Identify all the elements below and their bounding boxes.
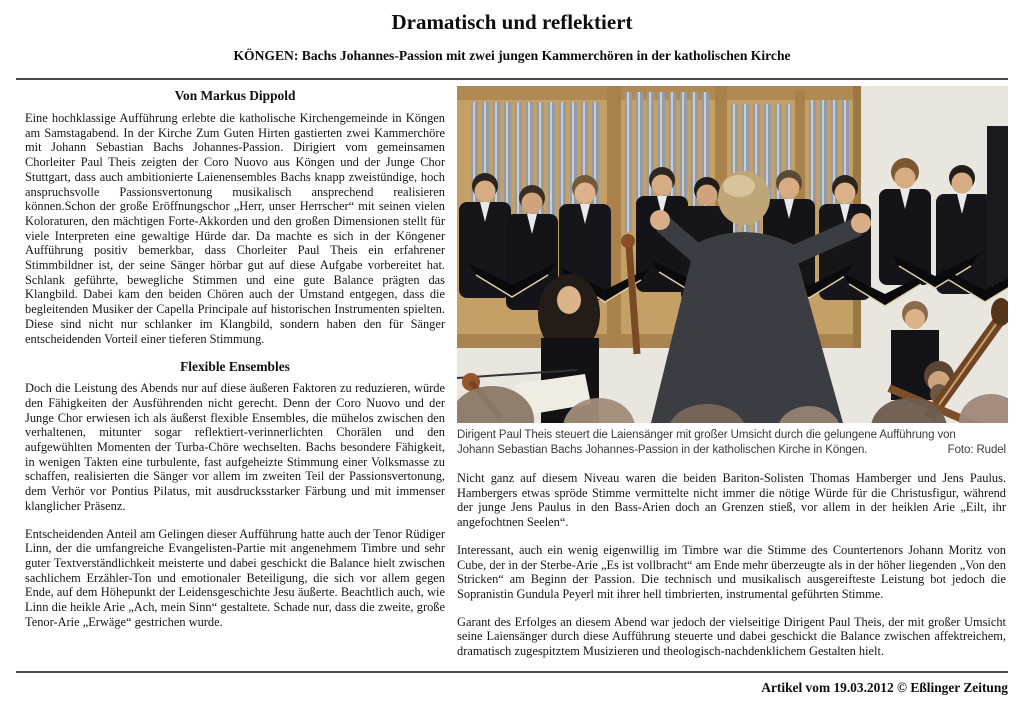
left-column — [25, 80, 445, 659]
paragraph-2: Doch die Leistung des Abends nur auf diese äußeren Faktoren zu reduzieren, würde den Fähigkeiten der Ausführenden nicht gerecht. Denn der Coro Nuovo und der Junge Chor erwiesen ich als äußerst flexible Ensembles, die mühelos zwischen den verhaltenen, mitunter sogar reflektiert-verinnerlichten Chorälen und den aufgewühlten Momenten der Turba-Chöre wechselten. Bachs besondere Fähigkeit, in wenigen Takten eine turbulente, fast aufgeheizte Stimmung einer Volksmasse zu schaffen, realisierten die Sänger vor allem im zweiten Teil der Passionsvertonung, dem Verhör vor Pontius Pilatus, mit ausdrucksstarker Färbung und mit immenser klanglicher Präsenz. — [25, 381, 445, 513]
photo-caption-line2: Johann Sebastian Bachs Johannes-Passion in der katholischen Kirche in Köngen. — [457, 444, 868, 456]
bottom-rule — [16, 671, 1008, 673]
article-photo-figure — [457, 86, 1006, 458]
photo-credit: Foto: Rudel — [947, 444, 1006, 456]
article-title: Dramatisch und reflektiert — [391, 10, 633, 34]
photo-caption-line1: Dirigent Paul Theis steuert die Laiensänger mit großer Umsicht durch die gelungene Aufführung von — [457, 429, 956, 441]
article-photo — [457, 86, 1008, 423]
article-subtitle: KÖNGEN: Bachs Johannes-Passion mit zwei jungen Kammerchören in der katholischen Kirche — [233, 48, 791, 63]
article-columns — [0, 80, 1024, 659]
photo-caption-line2-row — [457, 443, 1006, 458]
byline: Von Markus Dippold — [174, 88, 296, 103]
section-heading: Flexible Ensembles — [180, 359, 290, 375]
footer-credit: Artikel vom 19.03.2012 © Eßlinger Zeitung — [761, 679, 1008, 695]
choir-concert-photo-illustration — [457, 86, 1008, 423]
paragraph-3: Entscheidenden Anteil am Gelingen dieser Aufführung hatte auch der Tenor Rüdiger Linn, der die umfangreiche Evangelisten-Partie mit angenehmem Timbre und sehr guter Textverständlichkeit meisterte und dabei geschickt die Balance hielt zwischen sachlichem Erzähler-Ton und emotionaler Beteiligung, die sich vor allem gegen Ende, auf dem Höhepunkt der Leidensgeschichte Jesu äußerte. Beachtlich auch, wie Linn die heikle Arie „Ach, mein Sinn“ gestaltete. Schade nur, dass die zweite, große Tenor-Arie „Erwäge“ gestrichen wurde. — [25, 526, 445, 629]
right-paragraph-1: Nicht ganz auf diesem Niveau waren die beiden Bariton-Solisten Thomas Hamberger und Jens Paulus. Hambergers etwas spröde Stimme vermittelte nicht immer die nötige Würde für die Christusfigur, während der junge Jens Paulus in den Bass-Arien doch an Grenzen stieß, vor allem in der heiklen Arie „Eilt, ihr angefochtnen Seelen“. — [457, 471, 1006, 530]
right-paragraph-3: Garant des Erfolges an diesem Abend war jedoch der vielseitige Dirigent Paul Theis, der mit großer Umsicht seine Laiensänger durch diese Aufführung steuerte und dabei geschickt die Balance zwischen affektreichem, dramatisch zugespitztem Musizieren und theologisch-nachdenklichem Gestalten hielt. — [457, 614, 1006, 659]
paragraph-1: Eine hochklassige Aufführung erlebte die katholische Kirchengemeinde in Köngen am Samstagabend. In der Kirche Zum Guten Hirten gastierten zwei Kammerchöre mit Johann Sebastian Bachs Johannes-Passion. Dirigiert vom gemeinsamen Chorleiter Paul Theis zeigten der Coro Nuovo aus Köngen und der Junge Chor Stuttgart, dass auch ambitionierte Laienensembles Bachs knapp zweistündige, hoch anspruchsvolle Passionsvertonung musikalisch ansprechend realisieren können.Schon der große Eröffnungschor „Herr, unser Herrscher“ mit seinen vielen Koloraturen, den mächtigen Forte-Akkorden und den großen Dimensionen stellt für viele Interpreten eine gewaltige Hürde dar. Da machte es sich in der Köngener Aufführung positiv bemerkbar, dass Chorleiter Paul Theis ein erfahrener Stimmbildner ist, der seine Sänger hörbar gut auf diese Aufgabe vorbereitet hat. Schlank geführte, bewegliche Stimmen und eine gute Balance prägten das Klangbild. Dabei kam den beiden Chören auch der Umstand entgegen, dass die begleitenden Musiker der Capella Principale auf historischen Instrumenten spielten. Diese sind nicht nur schlanker im Klangbild, sondern haben den für Sänger entscheidenden Vorteil einer tieferen Stimmung. — [25, 111, 445, 346]
right-column — [457, 80, 1006, 659]
right-paragraph-2: Interessant, auch ein wenig eigenwillig im Timbre war die Stimme des Countertenors Johann Moritz von Cube, der in der Sterbe-Arie „Es ist vollbracht“ am Ende mehr überzeugte als in der höher liegenden „Von den Stricken“ am Beginn der Passion. Die technisch und musikalisch ausgereifteste Leistung bot jedoch die Sopranistin Gundula Peyerl mit ihrer hell timbrierten, instrumental geführten Stimme. — [457, 542, 1006, 601]
photo-caption — [457, 428, 1006, 458]
